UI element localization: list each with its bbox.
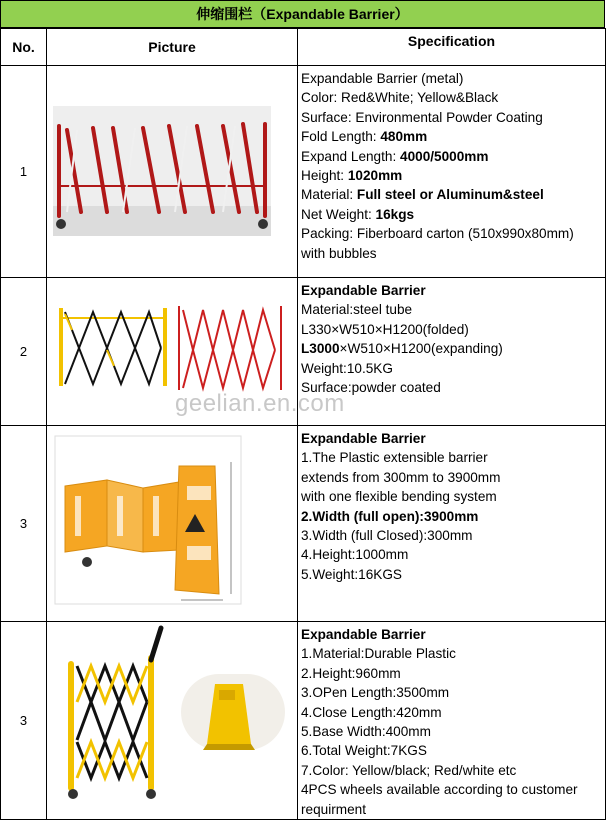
spec-label: Net Weight: bbox=[301, 206, 376, 222]
spec-line bbox=[301, 127, 603, 146]
table-row bbox=[1, 622, 606, 820]
spec-value: 1020mm bbox=[347, 168, 403, 184]
spec-line bbox=[301, 166, 603, 185]
spec-line: with bubbles bbox=[301, 245, 377, 261]
spec-line: 1.The Plastic extensible barrier bbox=[301, 450, 488, 466]
product-picture bbox=[47, 426, 298, 622]
spec-line: 4PCS wheels available according to customer bbox=[301, 782, 578, 798]
spec-line bbox=[301, 147, 603, 166]
row-number: 1 bbox=[1, 66, 47, 278]
yellow-black-barrier-image bbox=[47, 622, 296, 810]
spec-line: 4.Height:1000mm bbox=[301, 547, 409, 563]
spec-heading: Expandable Barrier bbox=[301, 431, 426, 446]
spec-line: L330×W510×H1200(folded) bbox=[301, 321, 469, 337]
spec-line: extends from 300mm to 3900mm bbox=[301, 469, 501, 485]
spec-value: Full steel or Aluminum&steel bbox=[356, 187, 544, 203]
spec-label: Height: bbox=[301, 168, 348, 184]
header-row bbox=[1, 29, 606, 66]
spec-label: ×W510×H1200(expanding) bbox=[339, 341, 503, 357]
spec-line: Material:steel tube bbox=[301, 302, 413, 318]
spec-value: L3000 bbox=[301, 341, 340, 357]
spec-line: 2.Width (full open):3900mm bbox=[301, 508, 479, 524]
plastic-barrier-image bbox=[47, 426, 296, 620]
spec-heading: Expandable Barrier bbox=[301, 627, 426, 642]
spec-line: 3.OPen Length:3500mm bbox=[301, 685, 450, 701]
specification-cell bbox=[298, 622, 606, 820]
spec-line: with one flexible bending system bbox=[301, 489, 497, 505]
product-picture bbox=[47, 66, 298, 278]
metal-barrier-image bbox=[47, 66, 296, 276]
watermark: geelian.en.com bbox=[175, 390, 345, 417]
spec-line bbox=[301, 185, 603, 204]
spec-line: 2.Height:960mm bbox=[301, 665, 401, 681]
product-picture bbox=[47, 622, 298, 820]
table-row bbox=[1, 426, 606, 622]
row-number: 3 bbox=[1, 622, 47, 820]
spec-heading: Expandable Barrier bbox=[301, 283, 426, 298]
spec-line: Packing: Fiberboard carton (510x990x80mm) bbox=[301, 226, 574, 242]
spec-line: 1.Material:Durable Plastic bbox=[301, 646, 456, 662]
header-no: No. bbox=[1, 29, 47, 66]
spec-line: 3.Width (full Closed):300mm bbox=[301, 528, 473, 544]
spec-label: Fold Length: bbox=[301, 129, 381, 145]
header-specification: Specification bbox=[298, 29, 606, 66]
spec-value: 480mm bbox=[380, 129, 428, 145]
specification-cell bbox=[298, 66, 606, 278]
spec-line: Surface:powder coated bbox=[301, 380, 441, 396]
spec-line bbox=[301, 339, 603, 358]
spec-line: 5.Base Width:400mm bbox=[301, 724, 431, 740]
row-number: 3 bbox=[1, 426, 47, 622]
spec-value: 4000/5000mm bbox=[400, 148, 489, 164]
table-row bbox=[1, 66, 606, 278]
sheet-title: 伸缩围栏（Expandable Barrier） bbox=[0, 0, 605, 28]
spec-line: 5.Weight:16KGS bbox=[301, 566, 403, 582]
spec-label: Material: bbox=[301, 187, 357, 203]
spec-value: 16kgs bbox=[375, 206, 415, 222]
spec-line: requirment bbox=[301, 801, 366, 817]
spec-line: 4.Close Length:420mm bbox=[301, 704, 442, 720]
specification-cell bbox=[298, 426, 606, 622]
spec-line bbox=[301, 205, 603, 224]
spec-label: Expand Length: bbox=[301, 148, 401, 164]
spec-line: 7.Color: Yellow/black; Red/white etc bbox=[301, 762, 517, 778]
spec-line: Weight:10.5KG bbox=[301, 360, 393, 376]
spec-line: 6.Total Weight:7KGS bbox=[301, 743, 427, 759]
spec-table bbox=[0, 28, 606, 820]
spec-line: Color: Red&White; Yellow&Black bbox=[301, 90, 499, 106]
header-picture: Picture bbox=[47, 29, 298, 66]
spec-line: Surface: Environmental Powder Coating bbox=[301, 109, 543, 125]
row-number: 2 bbox=[1, 278, 47, 426]
spec-line: Expandable Barrier (metal) bbox=[301, 71, 464, 86]
